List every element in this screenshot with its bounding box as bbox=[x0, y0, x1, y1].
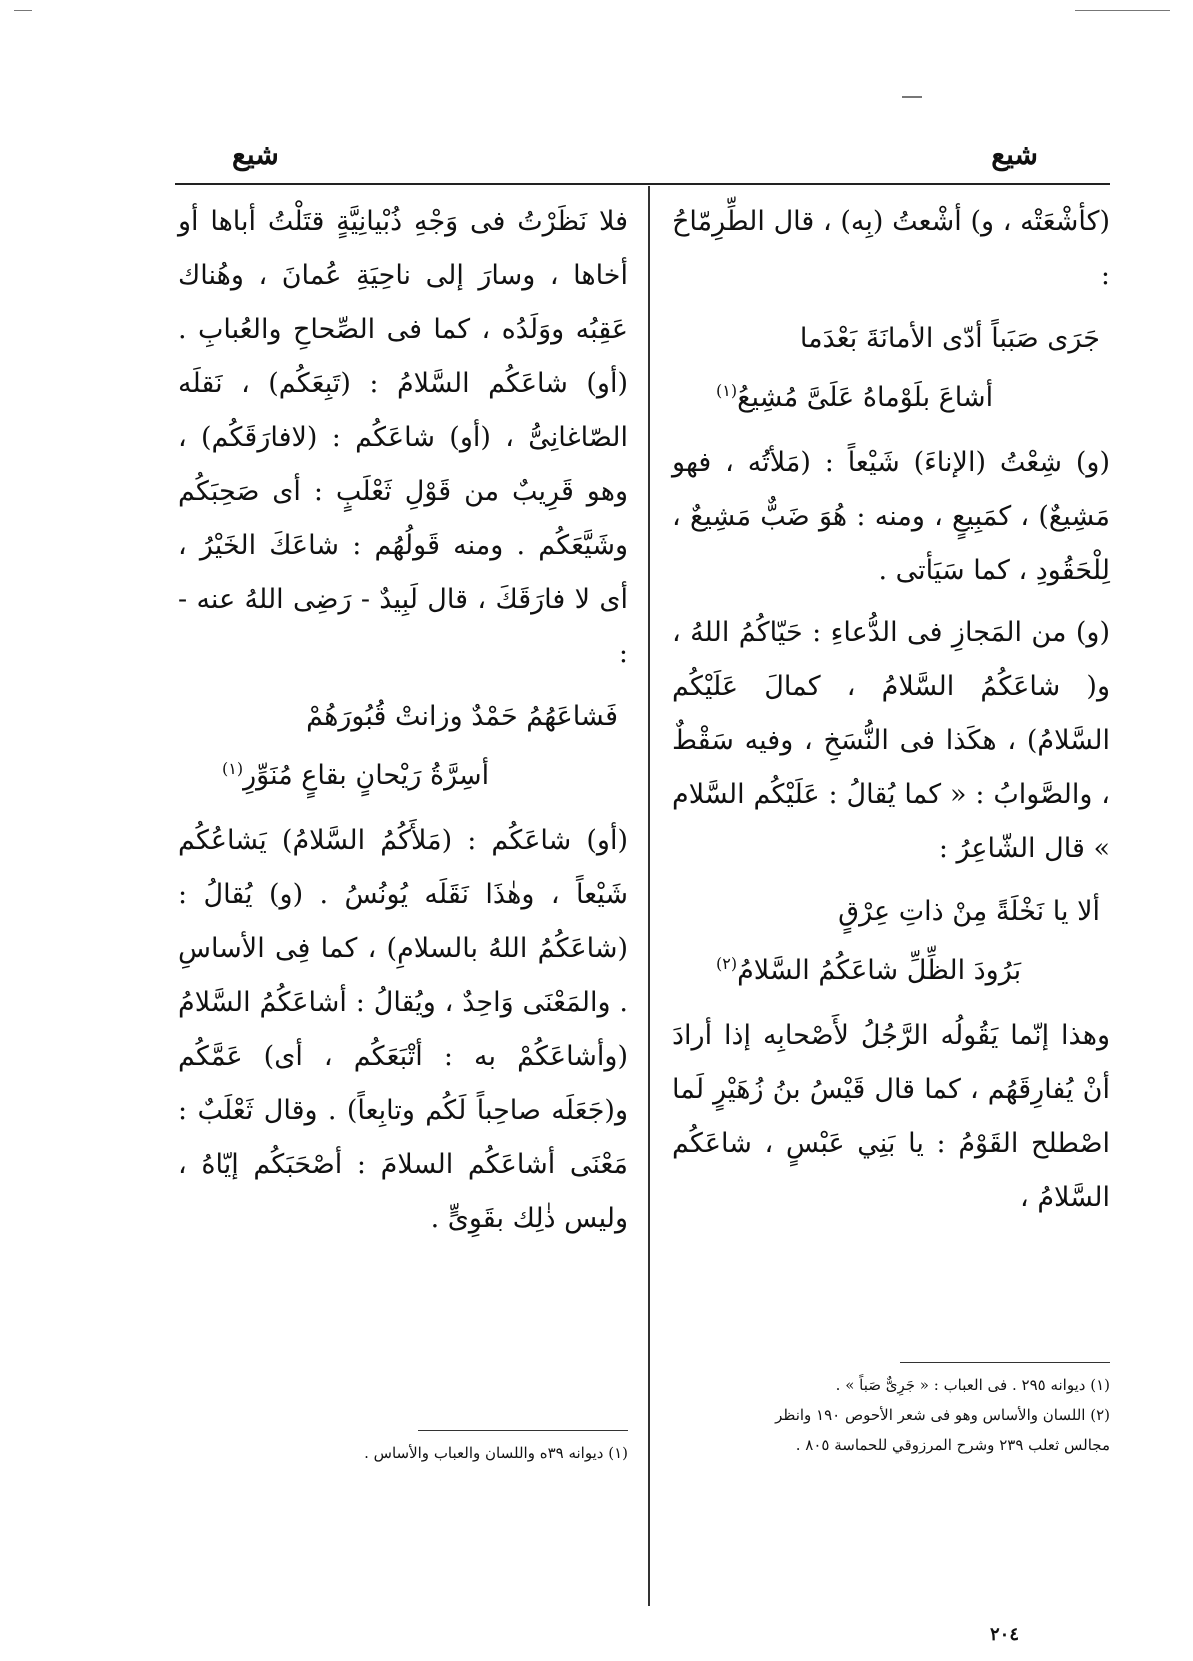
running-head-left: شيع bbox=[232, 138, 279, 171]
paragraph: (أو) شاعَكُم : (مَلأَكُمُ السَّلامُ) يَشاعُكُم شَيْعاً ، وهٰذَا نَقَلَه يُونُسُ . (و) يُقالُ : (شاعَكُمُ اللهُ بالسلامِ) ، كما فِى الأساسِ . والمَعْنَى وَاحِدٌ ، ويُقالُ : أشاعَكُمُ السَّلامُ (وأشاعَكُمْ به : أتْبَعَكُم ، أى) عَمَّكُم و(جَعَلَه صاحِباً لَكُم وتابِعاً) . وقال ثَعْلَبٌ : مَعْنَى أشاعَكُم السلامَ : أصْحَبَكُم إيّاهُ ، وليس ذٰلِك بقَوِىٍّ . bbox=[178, 825, 628, 1234]
running-head-right: شيع bbox=[991, 138, 1038, 171]
footnote-rule bbox=[418, 1430, 628, 1431]
footnote: (١) ديوانه ٢٩٥ . فى العباب : « جَرِىٌّ صَباً » . bbox=[835, 1376, 1110, 1394]
left-column bbox=[178, 195, 628, 1254]
verse-text: أشاعَ بلَوْماهُ عَلَىَّ مُشِيعُ bbox=[737, 382, 994, 413]
trim-mark bbox=[1075, 10, 1170, 11]
verse-line bbox=[178, 743, 628, 802]
verse-line bbox=[672, 365, 1110, 424]
footnote: مجالس ثعلب ٢٣٩ وشرح المرزوقي للحماسة ٨٠٥ . bbox=[795, 1436, 1110, 1454]
verse-text: أسِرَّةُ رَيْحانٍ بقاعٍ مُنَوِّرِ bbox=[243, 760, 490, 791]
footnote-marker: (٢) bbox=[716, 954, 738, 973]
verse bbox=[672, 886, 1110, 997]
verse-text: بَرُودَ الظِّلِّ شاعَكُمُ السَّلامُ bbox=[737, 955, 1022, 986]
footnote-marker: (١) bbox=[716, 381, 738, 400]
right-column bbox=[672, 195, 1110, 1233]
paragraph: (كأشْعَتْه ، و) أشْعتُ (بِه) ، قال الطِّرِمّاحُ : bbox=[672, 206, 1110, 291]
trim-mark bbox=[902, 96, 922, 98]
header-rule bbox=[175, 183, 1110, 185]
footnote: (١) ديوانه ٣٩ه واللسان والعباب والأساس . bbox=[364, 1444, 628, 1462]
footnote: (٢) اللسان والأساس وهو فى شعر الأحوص ١٩٠ وانظر bbox=[775, 1406, 1110, 1424]
paragraph: (و) شِعْتُ (الإناءَ) شَيْعاً : (مَلأتُه ، فهو مَشِيعٌ) ، كمَبِيعٍ ، ومنه : هُوَ ضَبٌّ مَشِيعٌ ، لِلْحَقُودِ ، كما سَيَأتى . bbox=[672, 447, 1110, 586]
paragraph: وهذا إنّما يَقُولُه الرَّجُلُ لأَصْحابِه إذا أرادَ أنْ يُفارِقَهُم ، كما قال قَيْسُ بنُ زُهَيْرٍ لَما اصْطلح القَوْمُ : يا بَنِي عَبْسٍ ، شاعَكُم السَّلامُ ، bbox=[672, 1020, 1110, 1213]
footnote-marker: (١) bbox=[222, 759, 244, 778]
paragraph: (و) من المَجازِ فى الدُّعاءِ : حَيّاكُمُ اللهُ ، و( شاعَكُمُ السَّلامُ ، كمالَ عَلَيْكُم السَّلامُ) ، هكَذا فى النُّسَخِ ، وفيه سَقْطٌ ، والصَّوابُ : « كما يُقالُ : عَلَيْكُم السَّلام » قال الشّاعِرُ : bbox=[672, 617, 1110, 864]
verse-line bbox=[672, 938, 1110, 997]
verse-line: فَشاعَهُمُ حَمْدٌ وزانتْ قُبُورَهُمْ bbox=[306, 701, 618, 732]
verse bbox=[672, 313, 1110, 424]
verse bbox=[178, 691, 628, 802]
trim-mark bbox=[14, 10, 32, 11]
paragraph: فلا نَظَرْتُ فى وَجْهِ ذُبْيانِيَّةٍ قتَلْتُ أباها أو أخاها ، وسارَ إلى ناحِيَةِ عُمانَ ، وهُناك عَقِبُه ووَلَدُه ، كما فى الصِّحاحِ والعُبابِ . (أو) شاعَكُم السَّلامُ : (تَبِعَكُم) ، نَقلَه الصّاغانِىُّ ، (أو) شاعَكُم : (لافارَقَكُم) ، وهو قَرِيبٌ من قَوْلِ ثَعْلَبٍ : أى صَحِبَكُم وشَيَّعَكُم . ومنه قَولُهُم : شاعَكَ الخَيْرُ ، أى لا فارَقَكَ ، قال لَبِيدٌ - رَضِى اللهُ عنه - : bbox=[178, 206, 628, 669]
footnote-rule bbox=[900, 1362, 1110, 1363]
footnotes-right bbox=[672, 1370, 1110, 1460]
verse-line: ألا يا نَخْلَةً مِنْ ذاتِ عِرْقٍ bbox=[838, 896, 1100, 927]
footnotes-left bbox=[178, 1438, 628, 1468]
page-number: ٢٠٤ bbox=[990, 1624, 1020, 1645]
column-divider bbox=[648, 186, 650, 1606]
verse-line: جَرَى صَبَباً أدّى الأمانَةَ بَعْدَما bbox=[799, 323, 1100, 354]
